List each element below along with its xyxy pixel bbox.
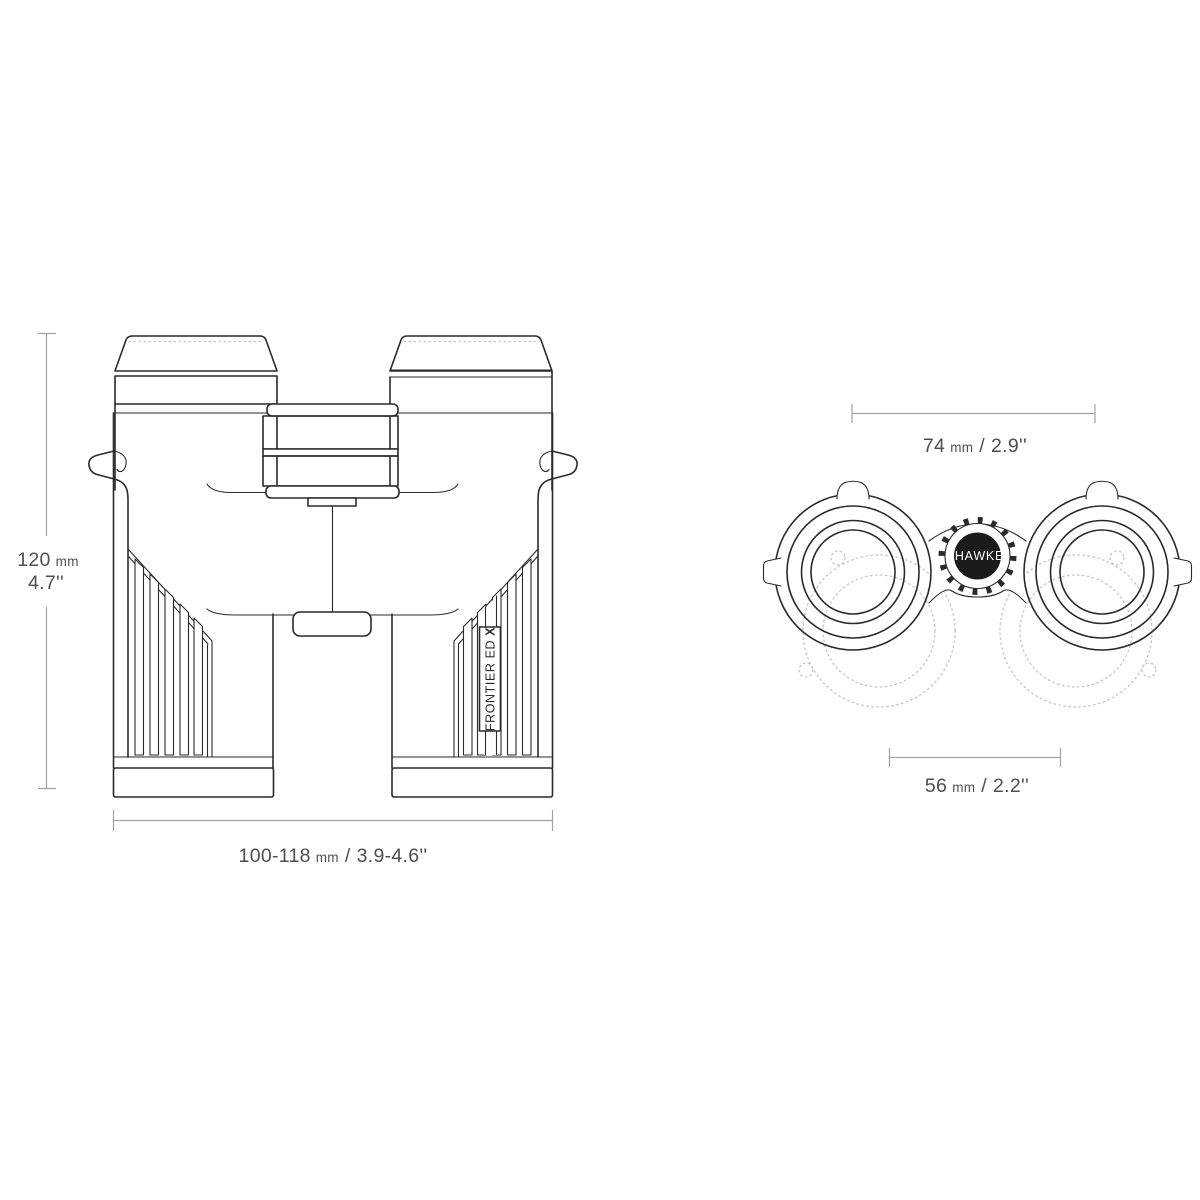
hinge-bottom-cap <box>293 612 371 636</box>
left-grip-texture <box>128 549 212 757</box>
objective-width-label: 56 mm / 2.2'' <box>924 775 1030 797</box>
left-strap-lug-hook <box>114 451 126 472</box>
width-dimension <box>114 810 553 867</box>
left-barrel-base <box>114 768 274 797</box>
eyepiece-width-label: 74 mm / 2.9'' <box>922 435 1028 457</box>
right-strap-lug <box>538 451 577 757</box>
objective-width-dimension <box>890 748 1061 797</box>
left-eyepiece-top <box>764 481 932 650</box>
eyepiece-width-dimension <box>852 404 1095 457</box>
left-strap-lug <box>89 451 128 757</box>
left-side-tab <box>764 558 782 586</box>
hinge-top-block <box>308 498 356 506</box>
left-top-tab <box>837 481 869 499</box>
front-view <box>89 336 577 797</box>
height-dimension-label-mm: 120 mm <box>17 549 79 571</box>
focus-wheel <box>263 404 399 506</box>
right-top-tab <box>1086 481 1118 499</box>
right-eyepiece-top <box>1024 481 1192 650</box>
height-dimension-label-in: 4.7'' <box>27 572 65 594</box>
height-dimension <box>17 334 79 789</box>
width-dimension-label: 100-118 mm / 3.9-4.6'' <box>238 845 428 867</box>
top-view <box>764 481 1192 707</box>
left-diopter-knurl-ring <box>115 376 277 404</box>
right-strap-lug-hook <box>540 451 552 472</box>
product-label-text: FRONTIER EDX <box>483 626 498 732</box>
right-barrel-base <box>392 768 553 797</box>
right-side-tab <box>1174 558 1192 586</box>
brand-logo-text: HAWKE <box>954 549 1005 563</box>
